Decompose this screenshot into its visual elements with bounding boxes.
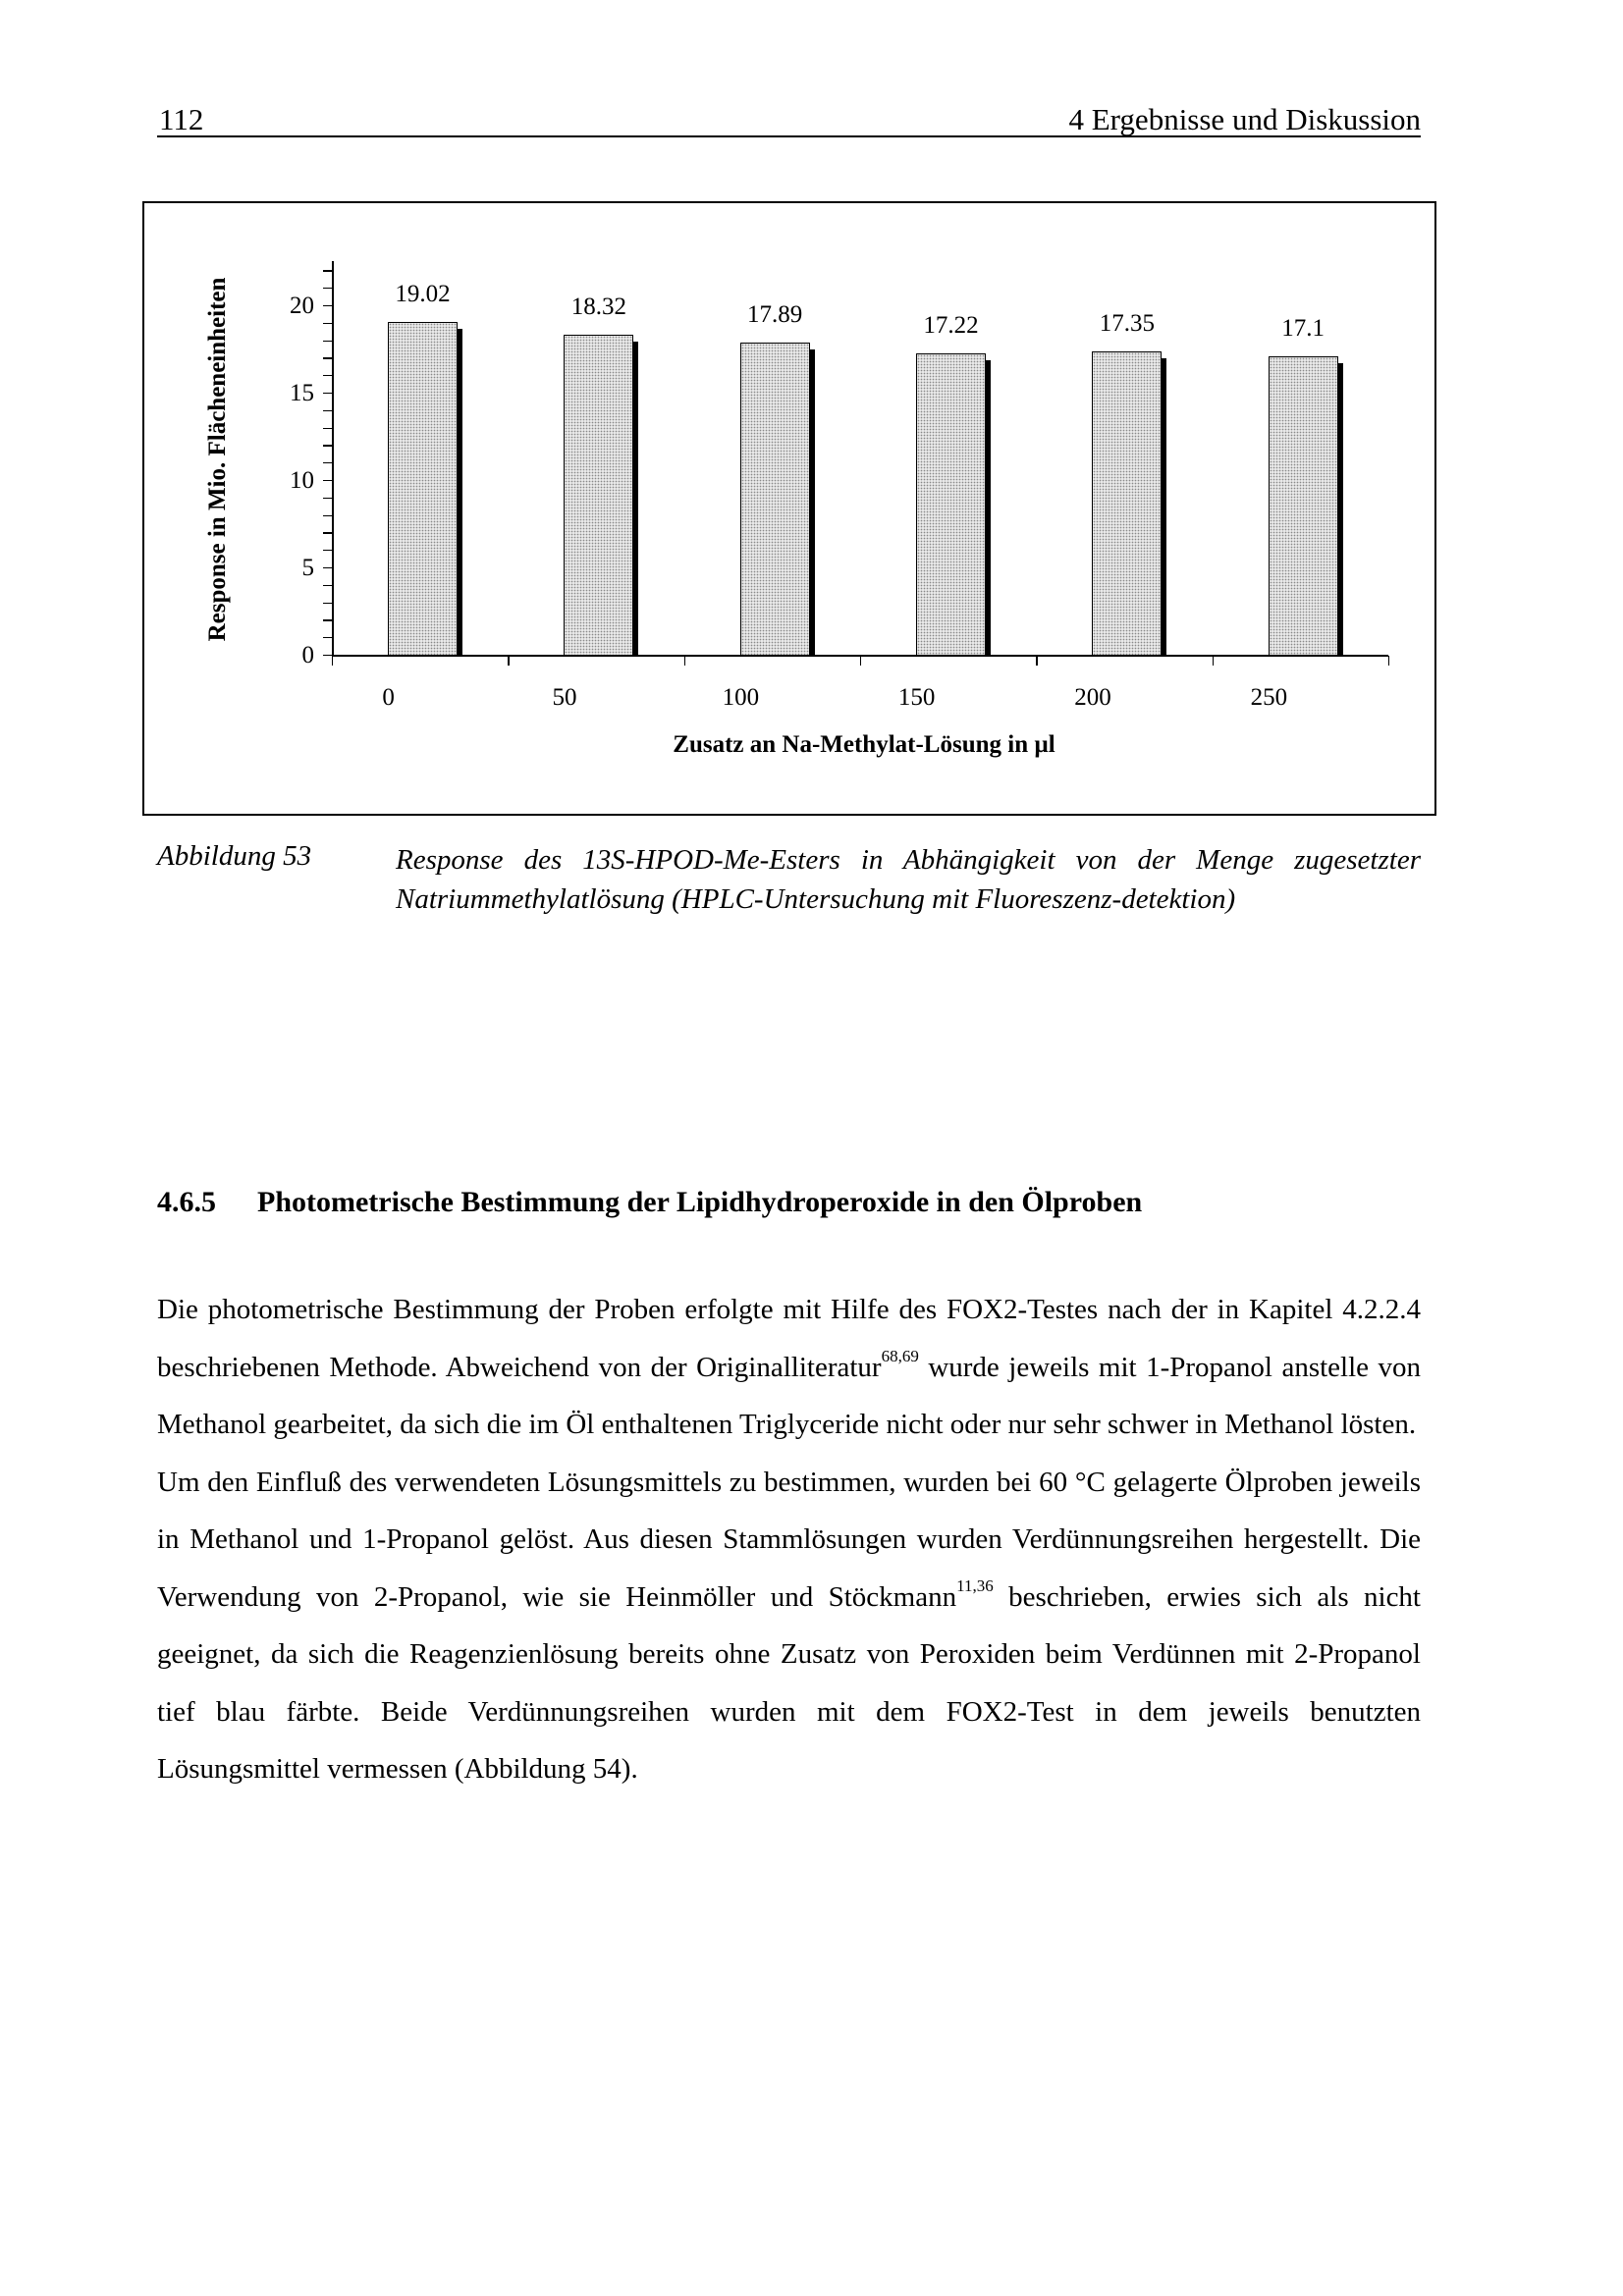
x-tick-label: 250 — [1250, 684, 1288, 711]
x-tick — [332, 656, 333, 666]
x-tick-label: 50 — [552, 684, 577, 711]
bar-0 — [388, 322, 458, 656]
body-text — [157, 1281, 1421, 1798]
x-tick — [1213, 656, 1214, 666]
y-tick — [323, 550, 333, 551]
y-tick — [323, 341, 333, 342]
x-tick-label: 200 — [1074, 684, 1111, 711]
bar-50 — [564, 335, 633, 656]
y-tick — [323, 288, 333, 289]
bar-100 — [740, 343, 810, 656]
y-tick — [323, 619, 333, 620]
x-tick-label: 100 — [722, 684, 760, 711]
figure-label: Abbildung 53 — [157, 840, 312, 872]
y-tick-label: 10 — [290, 467, 314, 494]
y-tick — [323, 375, 333, 376]
y-tick-label: 15 — [290, 380, 314, 406]
bar-value-label: 17.89 — [747, 300, 803, 328]
bar-chart — [0, 0, 1623, 883]
y-tick — [323, 498, 333, 499]
x-axis-title: Zusatz an Na-Methylat-Lösung in µl — [673, 731, 1055, 758]
paragraph-2-text-a: Um den Einfluß des verwendeten Lösungsmittels zu bestimmen, wurden bei 60 °C gelagerte Ölproben jeweils in Methanol und 1-Propanol gelöst. Aus diesen Stammlösungen wurden Verdünnungsreihen hergestellt. Die Verwendung von 2-Propanol, wie sie Heinmöller und Stöckmann — [157, 1466, 1421, 1613]
x-tick — [1036, 656, 1037, 666]
y-tick — [323, 323, 333, 324]
y-tick — [323, 480, 333, 481]
y-tick-label: 0 — [301, 642, 314, 668]
y-axis-title: Response in Mio. Flächeneinheiten — [204, 277, 231, 642]
bar-value-label: 17.1 — [1281, 314, 1325, 342]
bar-150 — [916, 353, 986, 656]
y-tick — [323, 428, 333, 429]
citation-68-69: 68,69 — [881, 1346, 919, 1365]
y-tick — [323, 357, 333, 358]
y-tick — [323, 637, 333, 638]
y-tick — [323, 532, 333, 533]
y-tick — [323, 462, 333, 463]
chapter-title: 4 Ergebnisse und Diskussion — [1068, 102, 1421, 136]
x-tick — [1388, 656, 1389, 666]
figure-caption: Response des 13S-HPOD-Me-Esters in Abhängigkeit von der Menge zugesetzter Natriummethylatlösung (HPLC-Untersuchung mit Fluoreszenz-detektion) — [396, 844, 1421, 915]
y-tick-label: 5 — [301, 555, 314, 581]
page-number: 112 — [159, 102, 204, 136]
bar-value-label: 18.32 — [570, 293, 626, 320]
y-axis-line — [332, 261, 334, 656]
section-number: 4.6.5 — [157, 1186, 216, 1218]
y-tick — [323, 585, 333, 586]
bar-value-label: 17.35 — [1099, 310, 1155, 338]
bar-value-label: 19.02 — [395, 281, 451, 308]
y-tick — [323, 410, 333, 411]
y-tick — [323, 515, 333, 516]
y-tick — [323, 305, 333, 306]
x-tick — [860, 656, 861, 666]
section-title: Photometrische Bestimmung der Lipidhydroperoxide in den Ölproben — [257, 1186, 1143, 1218]
paragraph-2 — [157, 1454, 1421, 1798]
y-tick — [323, 445, 333, 446]
x-tick-label: 150 — [897, 684, 936, 711]
paragraph-1-text-a: Die photometrische Bestimmung der Proben erfolgte mit Hilfe des FOX2-Testes nach der in Kapitel 4.2.2.4 beschriebenen Methode. Abweichend von der Originalliteratur — [157, 1294, 1421, 1383]
bar-200 — [1092, 351, 1162, 656]
y-tick-label: 20 — [290, 293, 314, 319]
x-tick — [508, 656, 509, 666]
x-tick-label: 0 — [382, 684, 395, 711]
citation-11-36: 11,36 — [956, 1575, 994, 1595]
paragraph-2-text-b: beschrieben, erwies sich als nicht geeignet, da sich die Reagenzienlösung bereits ohne Zusatz von Peroxiden beim Verdünnen mit 2-Propanol tief blau färbte. Beide Verdünnungsreihen wurden mit dem FOX2-Test in dem jeweils benutzten Lösungsmittel vermessen (Abbildung 54). — [157, 1580, 1421, 1785]
y-tick — [323, 603, 333, 604]
bar-250 — [1269, 356, 1338, 656]
bar-value-label: 17.22 — [923, 312, 979, 340]
paragraph-1-text-b: wurde jeweils mit 1-Propanol anstelle von Methanol gearbeitet, da sich die im Öl enthaltenen Triglyceride nicht oder nur sehr schwer in Methanol lösten. — [157, 1351, 1422, 1440]
x-tick — [684, 656, 685, 666]
paragraph-1 — [157, 1281, 1421, 1454]
y-tick — [323, 270, 333, 271]
y-tick — [323, 567, 333, 568]
y-tick — [323, 393, 333, 394]
